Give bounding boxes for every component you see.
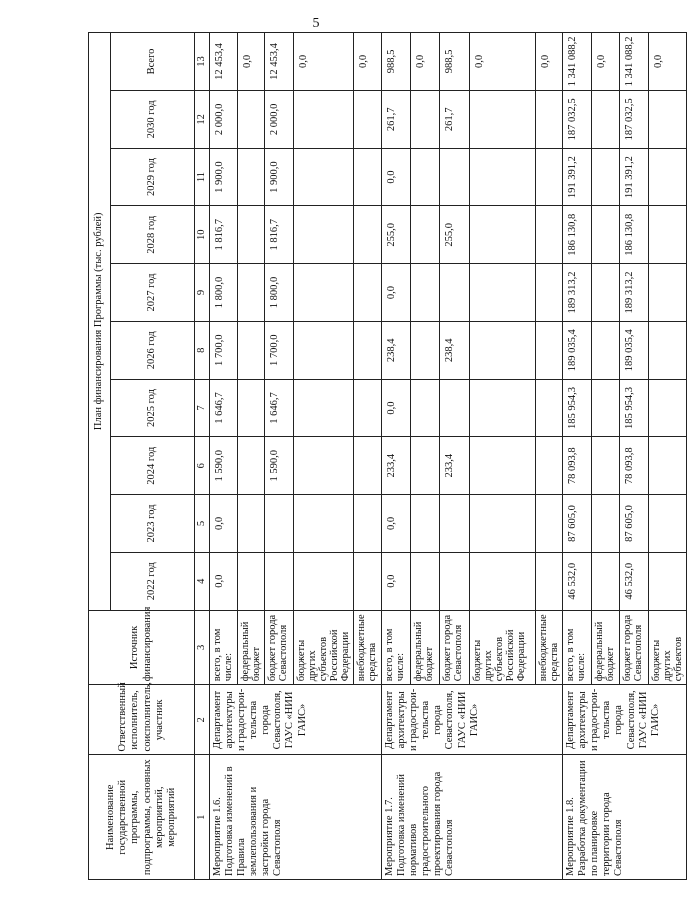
year-value: 255,0 [382, 206, 411, 264]
total-value: 12 453,4 [265, 33, 294, 91]
total-value: 0,0 [411, 33, 440, 91]
year-value: 186 130,8 [563, 206, 592, 264]
year-value: 1 590,0 [265, 437, 294, 495]
header-executor: Ответственный исполнитель, соисполнитель, участник [89, 685, 195, 755]
column-index-cell: 13 [195, 33, 210, 91]
funding-source: внебюджетные средства [354, 610, 382, 685]
year-value [411, 206, 440, 264]
funding-source: всего, в том числе: [563, 610, 592, 685]
year-value [440, 264, 470, 322]
year-value [592, 90, 620, 148]
header-year: 2030 год [111, 90, 195, 148]
year-value [238, 379, 265, 437]
column-index-cell: 7 [195, 379, 210, 437]
year-value: 1 646,7 [210, 379, 238, 437]
year-value [649, 437, 687, 495]
year-value [440, 148, 470, 206]
year-value [354, 437, 382, 495]
year-value [411, 148, 440, 206]
total-value: 0,0 [592, 33, 620, 91]
column-index-cell: 8 [195, 321, 210, 379]
year-value: 185 954,3 [563, 379, 592, 437]
year-value: 255,0 [440, 206, 470, 264]
year-value: 189 313,2 [563, 264, 592, 322]
year-value [592, 148, 620, 206]
year-value [536, 321, 563, 379]
year-value [294, 90, 354, 148]
year-value [440, 552, 470, 610]
column-index-cell: 5 [195, 495, 210, 553]
year-value [536, 552, 563, 610]
year-value [411, 495, 440, 553]
year-value: 2 000,0 [210, 90, 238, 148]
year-value [592, 379, 620, 437]
year-value: 46 532,0 [563, 552, 592, 610]
measure-name: Мероприятие 1.8. Разработка документации по планировке территории города Севастополя [563, 755, 687, 880]
financing-plan-table [88, 32, 687, 880]
year-value [265, 495, 294, 553]
year-value [536, 90, 563, 148]
funding-source: федеральный бюджет [238, 610, 265, 685]
year-value [536, 264, 563, 322]
year-value [649, 321, 687, 379]
header-plan-group: План финансирования Программы (тыс. рублей) [89, 33, 111, 611]
total-value: 988,5 [440, 33, 470, 91]
year-value [411, 90, 440, 148]
funding-source: бюджеты других субъектов [649, 610, 687, 685]
year-value [536, 379, 563, 437]
year-value: 185 954,3 [620, 379, 649, 437]
column-index-cell: 1 [195, 755, 210, 880]
rotated-table-container [88, 32, 685, 880]
header-year: 2029 год [111, 148, 195, 206]
year-value [294, 552, 354, 610]
year-value [354, 148, 382, 206]
year-value [354, 206, 382, 264]
year-value [238, 321, 265, 379]
year-value: 191 391,2 [563, 148, 592, 206]
year-value [294, 264, 354, 322]
year-value [238, 90, 265, 148]
year-value: 78 093,8 [620, 437, 649, 495]
year-value [354, 90, 382, 148]
measure-executor: Департамент архитектуры и градострои-тельства города Севастополя, ГАУС «НИИ ГАИС» [563, 685, 687, 755]
header-year: 2022 год [111, 552, 195, 610]
year-value [592, 437, 620, 495]
year-value [411, 552, 440, 610]
year-value [592, 321, 620, 379]
year-value: 1 700,0 [210, 321, 238, 379]
year-value [294, 321, 354, 379]
year-value: 2 000,0 [265, 90, 294, 148]
funding-source: всего, в том числе: [382, 610, 411, 685]
year-value: 189 313,2 [620, 264, 649, 322]
year-value [470, 148, 536, 206]
year-value: 1 800,0 [210, 264, 238, 322]
year-value: 187 032,5 [620, 90, 649, 148]
year-value [265, 552, 294, 610]
year-value [649, 148, 687, 206]
table-row [382, 33, 411, 880]
year-value [238, 437, 265, 495]
header-source: Источник финансирования [89, 610, 195, 685]
funding-source: бюджет города Севастополя [440, 610, 470, 685]
year-value [354, 264, 382, 322]
year-value [536, 495, 563, 553]
year-value: 0,0 [382, 379, 411, 437]
year-value [649, 206, 687, 264]
year-value: 1 800,0 [265, 264, 294, 322]
year-value: 191 391,2 [620, 148, 649, 206]
column-index-cell: 2 [195, 685, 210, 755]
year-value [411, 379, 440, 437]
year-value [592, 264, 620, 322]
year-value: 0,0 [382, 552, 411, 610]
funding-source: всего, в том числе: [210, 610, 238, 685]
year-value [470, 495, 536, 553]
year-value [294, 495, 354, 553]
year-value [294, 148, 354, 206]
column-index-cell: 4 [195, 552, 210, 610]
column-index-cell: 9 [195, 264, 210, 322]
year-value [440, 379, 470, 437]
header-year: 2028 год [111, 206, 195, 264]
year-value: 1 900,0 [265, 148, 294, 206]
column-index-cell: 3 [195, 610, 210, 685]
year-value [592, 495, 620, 553]
year-value [649, 379, 687, 437]
measure-executor: Департамент архитектуры и градострои-тельства города Севастополя, ГАУС «НИИ ГАИС» [210, 685, 382, 755]
year-value [649, 90, 687, 148]
measure-name: Мероприятие 1.7. Подготовка изменений нормативов градостроительного проектирования города Севастополя [382, 755, 563, 880]
column-index-cell: 11 [195, 148, 210, 206]
funding-source: бюджет города Севастополя [265, 610, 294, 685]
header-year: 2025 год [111, 379, 195, 437]
year-value [536, 148, 563, 206]
measure-executor: Департамент архитектуры и градострои-тельства города Севастополя, ГАУС «НИИ ГАИС» [382, 685, 563, 755]
year-value [649, 264, 687, 322]
total-value: 0,0 [470, 33, 536, 91]
year-value [238, 552, 265, 610]
total-value: 0,0 [649, 33, 687, 91]
page-number: 5 [312, 16, 320, 31]
header-year: 2027 год [111, 264, 195, 322]
total-value: 0,0 [536, 33, 563, 91]
header-year: 2024 год [111, 437, 195, 495]
year-value [592, 206, 620, 264]
year-value: 0,0 [382, 495, 411, 553]
year-value [238, 495, 265, 553]
year-value: 87 605,0 [563, 495, 592, 553]
year-value: 233,4 [382, 437, 411, 495]
table-row [563, 33, 592, 880]
year-value: 46 532,0 [620, 552, 649, 610]
year-value: 233,4 [440, 437, 470, 495]
funding-source: бюджет города Севастополя [620, 610, 649, 685]
year-value [238, 148, 265, 206]
year-value: 1 646,7 [265, 379, 294, 437]
year-value [470, 264, 536, 322]
year-value [411, 321, 440, 379]
total-value: 1 341 088,2 [620, 33, 649, 91]
year-value: 261,7 [382, 90, 411, 148]
year-value [649, 495, 687, 553]
year-value: 186 130,8 [620, 206, 649, 264]
header-name: Наименование государственной программы, подпрограммы, основных мероприятий, мероприятий [89, 755, 195, 880]
year-value: 1 700,0 [265, 321, 294, 379]
header-total: Всего [111, 33, 195, 91]
year-value: 1 816,7 [265, 206, 294, 264]
header-year: 2026 год [111, 321, 195, 379]
funding-source: бюджеты других субъектов Российской Федерации [294, 610, 354, 685]
year-value [470, 321, 536, 379]
year-value [238, 264, 265, 322]
year-value [354, 379, 382, 437]
column-index-cell: 12 [195, 90, 210, 148]
total-value: 0,0 [354, 33, 382, 91]
year-value: 1 816,7 [210, 206, 238, 264]
year-value: 261,7 [440, 90, 470, 148]
year-value: 189 035,4 [620, 321, 649, 379]
year-value: 1 900,0 [210, 148, 238, 206]
year-value: 238,4 [440, 321, 470, 379]
year-value [470, 206, 536, 264]
year-value [536, 437, 563, 495]
year-value [536, 206, 563, 264]
year-value: 189 035,4 [563, 321, 592, 379]
year-value: 1 590,0 [210, 437, 238, 495]
total-value: 988,5 [382, 33, 411, 91]
year-value [294, 437, 354, 495]
year-value [649, 552, 687, 610]
year-value [470, 90, 536, 148]
funding-source: бюджеты других субъектов Российской Федерации [470, 610, 536, 685]
total-value: 1 341 088,2 [563, 33, 592, 91]
year-value [470, 379, 536, 437]
year-value: 87 605,0 [620, 495, 649, 553]
year-value [592, 552, 620, 610]
year-value: 0,0 [382, 148, 411, 206]
column-index-cell: 6 [195, 437, 210, 495]
year-value [238, 206, 265, 264]
year-value: 0,0 [210, 495, 238, 553]
year-value: 0,0 [382, 264, 411, 322]
funding-source: внебюджетные средства [536, 610, 563, 685]
year-value: 187 032,5 [563, 90, 592, 148]
year-value: 238,4 [382, 321, 411, 379]
year-value [354, 552, 382, 610]
column-index-cell: 10 [195, 206, 210, 264]
year-value [354, 495, 382, 553]
year-value [294, 206, 354, 264]
funding-source: федеральный бюджет [592, 610, 620, 685]
year-value [411, 437, 440, 495]
year-value [411, 264, 440, 322]
total-value: 12 453,4 [210, 33, 238, 91]
year-value: 78 093,8 [563, 437, 592, 495]
table-row [210, 33, 238, 880]
measure-name: Мероприятие 1.6. Подготовка изменений в Правила землепользования и застройки города Севастополя [210, 755, 382, 880]
funding-source: федеральный бюджет [411, 610, 440, 685]
total-value: 0,0 [238, 33, 265, 91]
year-value [470, 552, 536, 610]
year-value [470, 437, 536, 495]
year-value [440, 495, 470, 553]
total-value: 0,0 [294, 33, 354, 91]
year-value [294, 379, 354, 437]
header-year: 2023 год [111, 495, 195, 553]
year-value: 0,0 [210, 552, 238, 610]
year-value [354, 321, 382, 379]
